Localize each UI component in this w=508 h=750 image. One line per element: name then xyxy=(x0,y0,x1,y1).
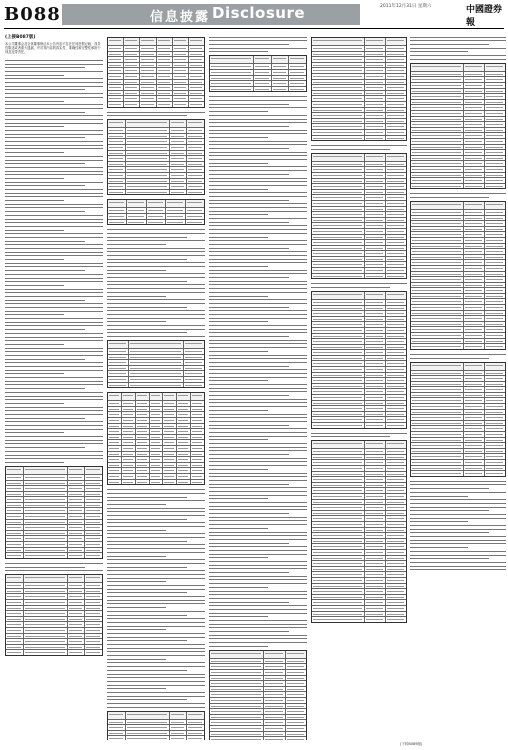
table-9 xyxy=(209,55,307,92)
table-6 xyxy=(107,340,205,388)
table-4 xyxy=(107,119,205,195)
page-header xyxy=(0,0,508,30)
table-2 xyxy=(5,574,103,656)
newspaper-masthead: 中國證券報 xyxy=(466,5,503,28)
section-title: 信息披露 xyxy=(150,10,211,25)
table-16 xyxy=(410,63,506,189)
table-1 xyxy=(5,466,103,559)
header-rule xyxy=(4,28,504,29)
continuation-note: (上接B087版) xyxy=(5,35,36,40)
table-18 xyxy=(410,362,506,477)
page-number: B088 xyxy=(4,4,61,25)
column-1 xyxy=(5,34,103,740)
table-7 xyxy=(107,392,205,485)
table-15 xyxy=(311,440,407,622)
dateline: 2011年12月31日 星期六 xyxy=(380,4,432,9)
column-2 xyxy=(107,34,205,740)
section-title-en: Disclosure xyxy=(212,4,306,22)
table-8 xyxy=(107,711,205,740)
column-4 xyxy=(311,34,407,740)
table-10 xyxy=(209,650,307,740)
continued-note: (下转B089版) xyxy=(400,742,423,746)
table-5 xyxy=(107,199,205,225)
table-13 xyxy=(311,153,407,279)
column-5 xyxy=(410,34,506,740)
column-3 xyxy=(209,34,307,740)
disclaimer-paragraph: 本公司董事会及全体董事保证本公告内容不存在任何虚假记载、误导性陈述或者重大遗漏，并对其内容的真实性、准确性和完整性承担个别及连带责任。 xyxy=(5,42,101,55)
table-12 xyxy=(311,37,407,141)
table-14 xyxy=(311,291,407,429)
table-17 xyxy=(410,201,506,350)
table-3 xyxy=(107,37,205,108)
section-band xyxy=(62,4,360,25)
